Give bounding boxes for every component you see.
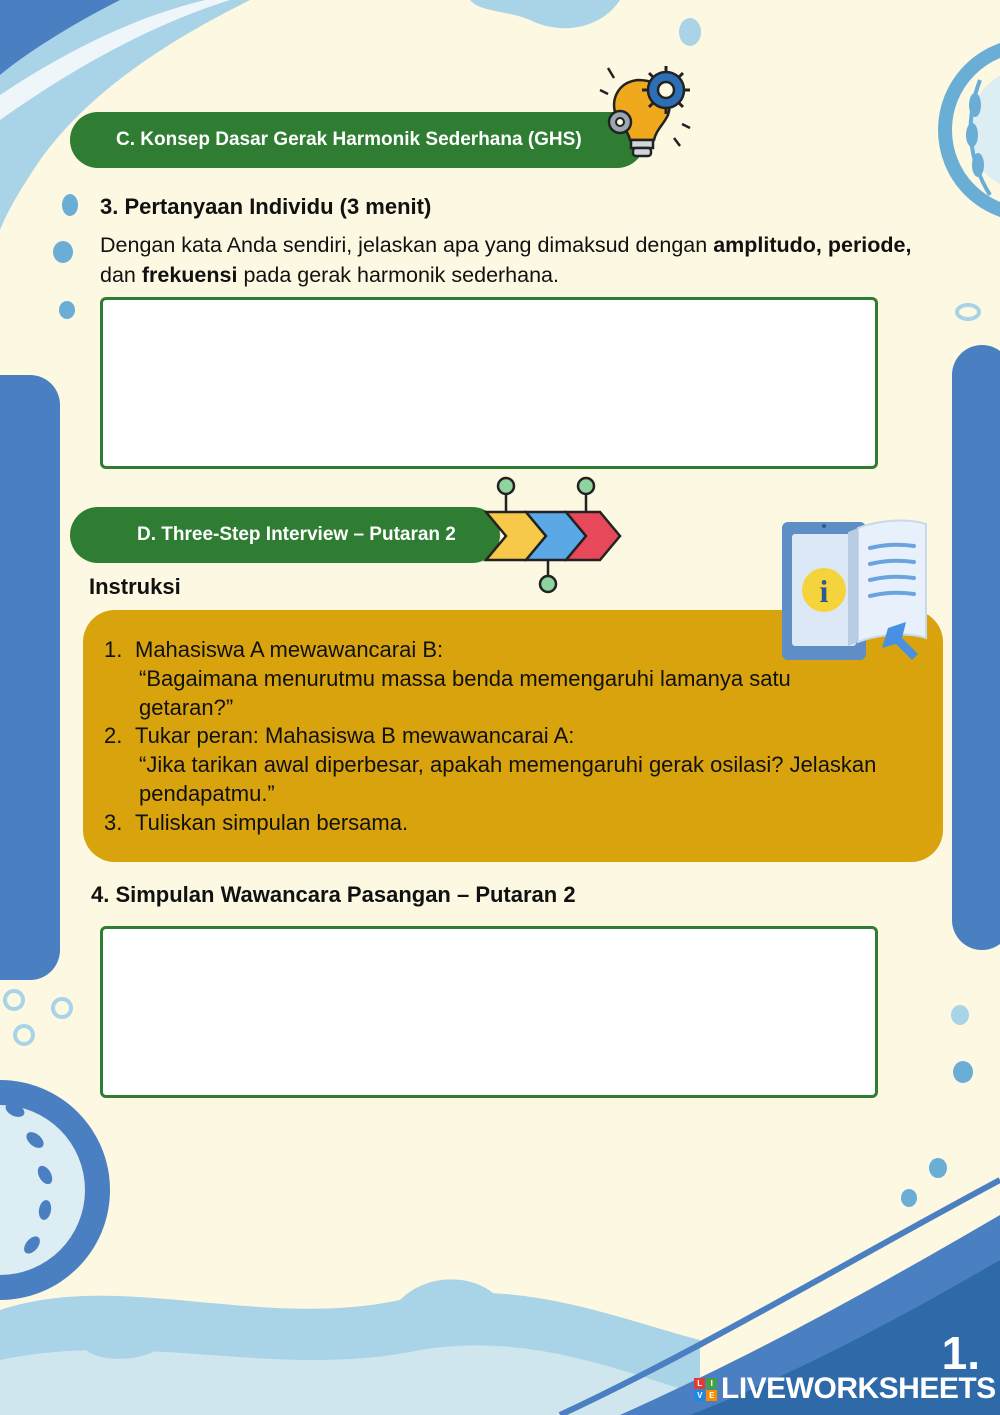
question-3-text-part-3: pada gerak harmonik sederhana. (237, 263, 559, 287)
instruction-item-2-quote: “Jika tarikan awal diperbesar, apakah memengaruhi gerak osilasi? Jelaskan pendapatmu.” (139, 752, 877, 806)
logo-letter-e: E (706, 1390, 717, 1401)
instruction-item-1-quote: “Bagaimana menurutmu massa benda memengaruhi lamanya satu getaran?” (139, 665, 791, 720)
section-d-header (70, 507, 500, 563)
svg-text:i: i (819, 573, 829, 609)
instruction-item-2-number: 2. (104, 723, 123, 749)
instructions-list (104, 636, 884, 838)
question-4-title: 4. Simpulan Wawancara Pasangan – Putaran 2 (91, 882, 576, 907)
question-3-text-part-1: Dengan kata Anda sendiri, jelaskan apa yang dimaksud dengan (100, 233, 714, 257)
instruction-item-3 (104, 809, 884, 838)
instructions-heading: Instruksi (89, 574, 181, 599)
question-3-title: 3. Pertanyaan Individu (3 menit) (100, 194, 432, 219)
page-number: 1. (941, 1327, 980, 1379)
section-c-title: C. Konsep Dasar Gerak Harmonik Sederhana (GHS) (116, 129, 582, 150)
instruction-item-2-text: Tukar peran: Mahasiswa B mewawancarai A: (135, 723, 575, 749)
logo-letter-v: V (694, 1390, 705, 1401)
instruction-item-3-number: 3. (104, 809, 123, 835)
section-c-header (70, 112, 645, 168)
instruction-item-3-text: Tuliskan simpulan bersama. (135, 809, 409, 835)
question-3-bold-frekuensi: frekuensi (141, 263, 238, 287)
answer-field-question-4[interactable] (100, 926, 878, 1098)
brand-text: LIVEWORKSHEETS (721, 1372, 996, 1405)
instruction-item-1 (104, 636, 884, 722)
question-3-text (100, 230, 920, 290)
chevron-timeline-icon (482, 476, 624, 594)
liveworksheets-logo[interactable] (694, 1372, 996, 1406)
liveworksheets-logo-icon (694, 1378, 717, 1401)
question-3-bold-amplitudo-periode: amplitudo, periode, (713, 233, 912, 257)
instruction-item-1-text: Mahasiswa A mewawancarai B: (135, 637, 444, 662)
logo-letter-l: L (694, 1378, 705, 1389)
lightbulb-gears-icon (598, 60, 698, 162)
section-d-title: D. Three-Step Interview – Putaran 2 (137, 524, 456, 545)
logo-letter-i: I (706, 1378, 717, 1389)
question-3-text-part-2: dan (100, 263, 142, 287)
answer-field-question-3[interactable] (100, 297, 878, 469)
instruction-item-2 (104, 722, 884, 808)
instruction-item-1-number: 1. (104, 637, 123, 662)
